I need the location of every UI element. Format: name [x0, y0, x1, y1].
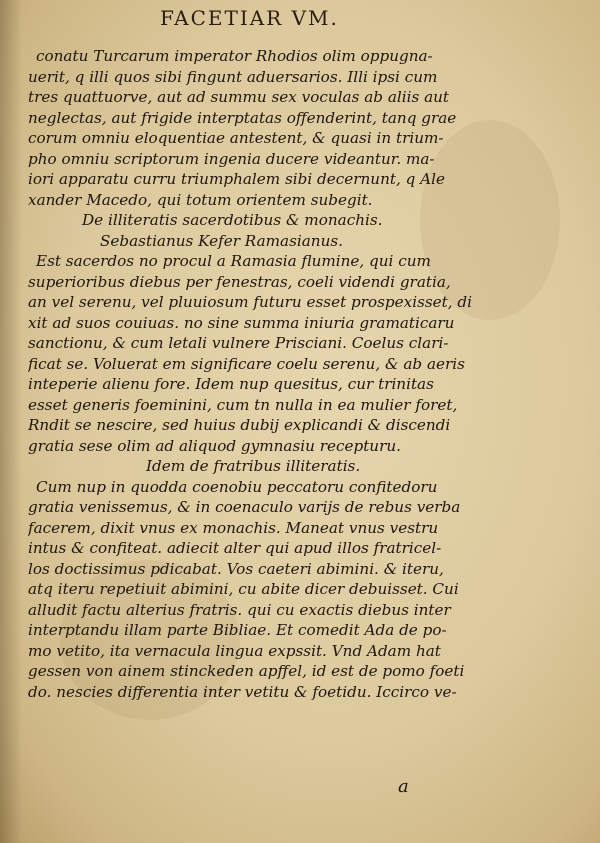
text-line: uerit, q illi quos sibi fingunt aduersarios. Illi ipsi cum	[28, 67, 438, 86]
text-line: gratia venissemus, & in coenaculo varijs de rebus verba	[28, 498, 461, 516]
text-line: ficat se. Voluerat em significare coelu serenu, & ab aeris	[28, 354, 465, 373]
text-line: xander Macedo, qui totum orientem subegit.	[28, 190, 373, 209]
text-line: superioribus diebus per fenestras, coeli videndi gratia,	[28, 272, 451, 291]
text-line: sanctionu, & cum letali vulnere Prisciani. Coelus clari-	[28, 334, 449, 352]
body-text	[28, 46, 480, 702]
text-line: Est sacerdos no procul a Ramasia flumine, qui cum	[36, 252, 431, 270]
text-line: an vel serenu, vel pluuiosum futuru esset prospexisset, di	[28, 293, 472, 311]
text-line: facerem, dixit vnus ex monachis. Maneat vnus vestru	[28, 518, 439, 537]
text-line: Cum nup in quodda coenobiu peccatoru confitedoru	[36, 477, 438, 496]
text-line: atq iteru repetiuit abimini, cu abite dicer debuisset. Cui	[28, 580, 459, 598]
gutter-shadow	[0, 0, 22, 843]
text-line: xit ad suos couiuas. no sine summa iniuria gramaticaru	[28, 313, 455, 332]
text-line: los doctissimus pdicabat. Vos caeteri abimini. & iteru,	[28, 559, 444, 578]
text-line: conatu Turcarum imperator Rhodios olim oppugna-	[36, 47, 433, 65]
text-line: do. nescies differentia inter vetitu & foetidu. Iccirco ve-	[28, 682, 457, 701]
text-line: gratia sese olim ad aliquod gymnasiu recepturu.	[28, 436, 401, 455]
text-line: tres quattuorve, aut ad summu sex voculas ab aliis aut	[28, 88, 450, 106]
text-line: mo vetito, ita vernacula lingua expssit. Vnd Adam hat	[28, 641, 441, 660]
text-line: esset generis foeminini, cum tn nulla in ea mulier foret,	[28, 395, 458, 414]
text-line: inteperie alienu fore. Idem nup quesitus, cur trinitas	[28, 375, 434, 393]
text-line: Sebastianus Kefer Ramasianus.	[100, 231, 343, 250]
text-line: Rndit se nescire, sed huius dubij explicandi & discendi	[28, 416, 451, 434]
signature-mark: a	[398, 776, 409, 797]
text-line: neglectas, aut frigide interptatas offenderint, tanq grae	[28, 108, 457, 127]
text-line: Idem de fratribus illiteratis.	[146, 457, 361, 475]
text-line: intus & confiteat. adiecit alter qui apud illos fratricel-	[28, 539, 442, 557]
text-line: alludit factu alterius fratris. qui cu exactis diebus inter	[28, 600, 451, 619]
text-line: pho omniu scriptorum ingenia ducere videantur. ma-	[28, 149, 435, 168]
text-line: De illiteratis sacerdotibus & monachis.	[82, 211, 383, 229]
running-header: FACETIAR VM.	[160, 6, 339, 30]
text-line: gessen von ainem stinckeden apffel, id est de pomo foeti	[28, 662, 465, 680]
text-line: iori apparatu curru triumphalem sibi decernunt, q Ale	[28, 170, 445, 188]
text-line: corum omniu eloquentiae antestent, & quasi in trium-	[28, 129, 444, 147]
text-line: interptandu illam parte Bibliae. Et comedit Ada de po-	[28, 621, 447, 639]
